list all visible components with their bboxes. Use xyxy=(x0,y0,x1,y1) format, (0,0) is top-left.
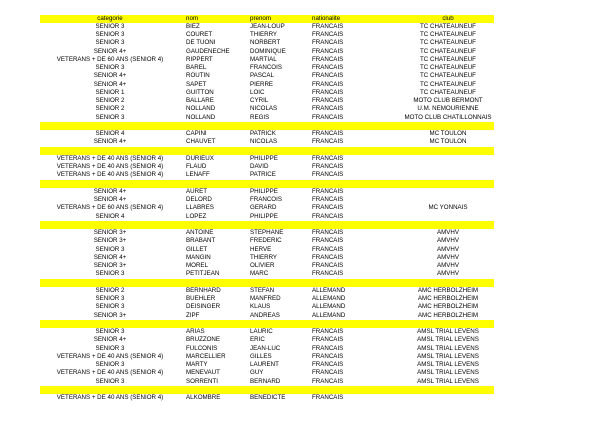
cell-prenom: HERVE xyxy=(250,245,272,253)
cell-nationalite: FRANCAIS xyxy=(312,31,344,39)
cell-nom: CAPINI xyxy=(186,130,207,138)
cell-categorie: SENIOR 3 xyxy=(95,64,125,72)
cell-club: AMSL TRIAL LEVENS xyxy=(417,361,479,369)
cell-nom: FLAUD xyxy=(186,163,207,171)
cell-nom: FULCONIS xyxy=(186,344,218,352)
cell-prenom: JEAN-LOUP xyxy=(250,22,285,30)
cell-club: MOTO CLUB BERMONT xyxy=(413,97,483,105)
cell-club: AMC HERBOLZHEIM xyxy=(417,303,479,311)
cell-categorie: SENIOR 4 xyxy=(95,212,125,220)
table-row xyxy=(40,246,494,254)
cell-nom: LOPEZ xyxy=(186,212,207,220)
header-row xyxy=(40,15,494,23)
table-row xyxy=(40,130,494,138)
cell-club: TC CHATEAUNEUF xyxy=(420,39,476,47)
table-row xyxy=(40,312,494,320)
cell-nationalite: FRANCAIS xyxy=(312,187,344,195)
cell-categorie: SENIOR 4+ xyxy=(93,72,127,80)
table-row xyxy=(40,73,494,81)
table-row xyxy=(40,213,494,221)
table-row xyxy=(40,64,494,72)
cell-nationalite: FRANCAIS xyxy=(312,154,344,162)
cell-prenom: MARC xyxy=(250,270,269,278)
cell-categorie: VETERANS + DE 40 ANS (SENIOR 4) xyxy=(56,394,164,402)
cell-nom: MANGIN xyxy=(186,253,211,261)
table-row xyxy=(40,254,494,262)
cell-prenom: THIERRY xyxy=(250,31,278,39)
cell-categorie: SENIOR 3 xyxy=(95,270,125,278)
cell-nationalite: FRANCAIS xyxy=(312,245,344,253)
cell-nationalite: FRANCAIS xyxy=(312,237,344,245)
cell-club: AMC HERBOLZHEIM xyxy=(417,311,479,319)
cell-prenom: NICOLAS xyxy=(250,105,278,113)
cell-prenom: GERARD xyxy=(250,204,277,212)
cell-nom: GILLET xyxy=(186,245,208,253)
table-row xyxy=(40,172,494,180)
table-row xyxy=(40,48,494,56)
separator-row xyxy=(40,386,494,394)
cell-categorie: SENIOR 3 xyxy=(95,31,125,39)
cell-categorie: SENIOR 2 xyxy=(95,105,125,113)
cell-categorie: VETERANS + DE 40 ANS (SENIOR 4) xyxy=(56,171,164,179)
cell-club: AMVHV xyxy=(436,253,459,261)
cell-club: AMSL TRIAL LEVENS xyxy=(417,377,479,385)
table-row xyxy=(40,238,494,246)
cell-club: TC CHATEAUNEUF xyxy=(420,80,476,88)
table-row xyxy=(40,196,494,204)
cell-nom: LENAFF xyxy=(186,171,210,179)
cell-nom: NOLLAND xyxy=(186,113,216,121)
cell-categorie: SENIOR 4+ xyxy=(93,80,127,88)
cell-nationalite: FRANCAIS xyxy=(312,229,344,237)
table-row xyxy=(40,56,494,64)
cell-nom: ANTOINE xyxy=(186,229,214,237)
cell-nationalite: FRANCAIS xyxy=(312,336,344,344)
cell-nationalite: FRANCAIS xyxy=(312,105,344,113)
cell-nom: GUITTON xyxy=(186,88,214,96)
cell-prenom: MARTIAL xyxy=(250,55,277,63)
cell-prenom: ANDREAS xyxy=(250,311,280,319)
table-row xyxy=(40,271,494,279)
cell-club: AMVHV xyxy=(436,237,459,245)
cell-nationalite: FRANCAIS xyxy=(312,212,344,220)
cell-nationalite: FRANCAIS xyxy=(312,253,344,261)
cell-nationalite: ALLEMAND xyxy=(312,295,346,303)
cell-categorie: SENIOR 3 xyxy=(95,245,125,253)
cell-categorie: SENIOR 3 xyxy=(95,344,125,352)
table-row xyxy=(40,114,494,122)
cell-categorie: SENIOR 3 xyxy=(95,328,125,336)
cell-prenom: FREDERIC xyxy=(250,237,282,245)
header-club: club xyxy=(442,14,454,22)
cell-prenom: ERIC xyxy=(250,336,265,344)
cell-categorie: SENIOR 4+ xyxy=(93,253,127,261)
cell-nationalite: FRANCAIS xyxy=(312,113,344,121)
cell-categorie: VETERANS + DE 40 ANS (SENIOR 4) xyxy=(56,154,164,162)
cell-nom: COURET xyxy=(186,31,213,39)
cell-nom: LLABRES xyxy=(186,204,214,212)
table-row xyxy=(40,345,494,353)
cell-club: TC CHATEAUNEUF xyxy=(420,55,476,63)
cell-nom: BRUZZONE xyxy=(186,336,221,344)
table-row xyxy=(40,139,494,147)
cell-nom: DE TUONI xyxy=(186,39,216,47)
cell-prenom: GILLES xyxy=(250,352,272,360)
cell-categorie: SENIOR 3+ xyxy=(93,311,127,319)
separator-row xyxy=(40,221,494,229)
cell-nationalite: FRANCAIS xyxy=(312,394,344,402)
cell-prenom: OLIVIER xyxy=(250,262,275,270)
cell-prenom: PATRICK xyxy=(250,130,276,138)
cell-categorie: SENIOR 3+ xyxy=(93,237,127,245)
cell-nom: BIEZ xyxy=(186,22,200,30)
cell-club: TC CHATEAUNEUF xyxy=(420,47,476,55)
cell-nationalite: FRANCAIS xyxy=(312,352,344,360)
cell-nationalite: FRANCAIS xyxy=(312,130,344,138)
cell-nom: BALLARE xyxy=(186,97,214,105)
table-row xyxy=(40,328,494,336)
cell-nom: BUEHLER xyxy=(186,295,216,303)
separator-row xyxy=(40,320,494,328)
cell-nom: MARTY xyxy=(186,361,208,369)
cell-nom: MARCELLIER xyxy=(186,352,226,360)
table-row xyxy=(40,295,494,303)
table-row xyxy=(40,287,494,295)
cell-club: U.M. NEMOURIENNE xyxy=(417,105,479,113)
cell-categorie: SENIOR 4+ xyxy=(93,336,127,344)
header-nom: nom xyxy=(186,14,199,22)
separator-row xyxy=(40,279,494,287)
cell-prenom: LAURENT xyxy=(250,361,279,369)
cell-nom: BERNHARD xyxy=(186,286,221,294)
cell-prenom: LAURIC xyxy=(250,328,273,336)
cell-prenom: DOMINIQUE xyxy=(250,47,286,55)
cell-prenom: REGIS xyxy=(250,113,270,121)
cell-nationalite: ALLEMAND xyxy=(312,303,346,311)
cell-categorie: SENIOR 3+ xyxy=(93,229,127,237)
cell-prenom: STEFAN xyxy=(250,286,275,294)
table-row xyxy=(40,163,494,171)
cell-prenom: LOIC xyxy=(250,88,265,96)
cell-categorie: SENIOR 3 xyxy=(95,377,125,385)
table-row xyxy=(40,188,494,196)
cell-nom: ROUTIN xyxy=(186,72,210,80)
cell-nom: SORRENTI xyxy=(186,377,218,385)
cell-prenom: NICOLAS xyxy=(250,138,278,146)
cell-categorie: SENIOR 2 xyxy=(95,286,125,294)
cell-nom: ARIAS xyxy=(186,328,205,336)
header-nationalite: nationalite xyxy=(312,14,341,22)
cell-prenom: PIERRE xyxy=(250,80,274,88)
cell-prenom: BENEDICTE xyxy=(250,394,286,402)
cell-club: TC CHATEAUNEUF xyxy=(420,88,476,96)
cell-categorie: VETERANS + DE 40 ANS (SENIOR 4) xyxy=(56,163,164,171)
cell-nationalite: FRANCAIS xyxy=(312,377,344,385)
cell-nationalite: FRANCAIS xyxy=(312,47,344,55)
cell-nom: BRABANT xyxy=(186,237,216,245)
cell-prenom: DAVID xyxy=(250,163,269,171)
cell-club: AMSL TRIAL LEVENS xyxy=(417,344,479,352)
cell-nom: DELORD xyxy=(186,196,212,204)
cell-club: TC CHATEAUNEUF xyxy=(420,31,476,39)
cell-categorie: VETERANS + DE 60 ANS (SENIOR 4) xyxy=(56,204,164,212)
cell-club: MOTO CLUB CHATILLONNAIS xyxy=(404,113,492,121)
cell-nationalite: FRANCAIS xyxy=(312,328,344,336)
cell-club: AMSL TRIAL LEVENS xyxy=(417,369,479,377)
cell-nationalite: FRANCAIS xyxy=(312,88,344,96)
cell-nom: ZIPF xyxy=(186,311,200,319)
cell-nom: DEISINGER xyxy=(186,303,221,311)
cell-club: AMVHV xyxy=(436,262,459,270)
cell-categorie: SENIOR 3 xyxy=(95,361,125,369)
cell-prenom: NORBERT xyxy=(250,39,281,47)
cell-categorie: SENIOR 4+ xyxy=(93,196,127,204)
cell-prenom: STEPHANE xyxy=(250,229,284,237)
table-row xyxy=(40,81,494,89)
cell-club: TC CHATEAUNEUF xyxy=(420,22,476,30)
table-row xyxy=(40,361,494,369)
cell-nationalite: FRANCAIS xyxy=(312,270,344,278)
cell-categorie: VETERANS + DE 40 ANS (SENIOR 4) xyxy=(56,352,164,360)
cell-nom: ALKOMBRE xyxy=(186,394,221,402)
cell-nationalite: FRANCAIS xyxy=(312,369,344,377)
cell-categorie: SENIOR 3 xyxy=(95,39,125,47)
cell-nationalite: FRANCAIS xyxy=(312,171,344,179)
cell-nationalite: FRANCAIS xyxy=(312,64,344,72)
cell-nom: MOREL xyxy=(186,262,209,270)
cell-categorie: SENIOR 4 xyxy=(95,130,125,138)
table-row xyxy=(40,89,494,97)
table-row xyxy=(40,394,494,402)
cell-categorie: SENIOR 4+ xyxy=(93,47,127,55)
cell-nom: AURET xyxy=(186,187,207,195)
cell-club: AMVHV xyxy=(436,270,459,278)
cell-nationalite: FRANCAIS xyxy=(312,196,344,204)
cell-prenom: PATRICE xyxy=(250,171,276,179)
cell-club: AMSL TRIAL LEVENS xyxy=(417,352,479,360)
cell-nationalite: FRANCAIS xyxy=(312,344,344,352)
cell-prenom: THIERRY xyxy=(250,253,278,261)
cell-club: MC YONNAIS xyxy=(428,204,468,212)
cell-categorie: SENIOR 3 xyxy=(95,22,125,30)
table-row xyxy=(40,262,494,270)
cell-nationalite: ALLEMAND xyxy=(312,286,346,294)
cell-club: AMSL TRIAL LEVENS xyxy=(417,336,479,344)
cell-categorie: SENIOR 2 xyxy=(95,97,125,105)
cell-prenom: FRANCOIS xyxy=(250,196,282,204)
cell-nationalite: FRANCAIS xyxy=(312,55,344,63)
cell-club: TC CHATEAUNEUF xyxy=(420,72,476,80)
header-prenom: prenom xyxy=(250,14,271,22)
table-row xyxy=(40,205,494,213)
cell-nationalite: ALLEMAND xyxy=(312,311,346,319)
cell-prenom: CYRIL xyxy=(250,97,269,105)
cell-nom: GAUDENECHE xyxy=(186,47,230,55)
cell-nationalite: FRANCAIS xyxy=(312,97,344,105)
cell-categorie: SENIOR 1 xyxy=(95,88,125,96)
cell-nationalite: FRANCAIS xyxy=(312,39,344,47)
cell-prenom: PHILIPPE xyxy=(250,154,278,162)
cell-club: AMVHV xyxy=(436,229,459,237)
table-row xyxy=(40,106,494,114)
cell-club: AMVHV xyxy=(436,245,459,253)
cell-prenom: PASCAL xyxy=(250,72,274,80)
cell-nom: SAPET xyxy=(186,80,207,88)
cell-prenom: KLAUS xyxy=(250,303,271,311)
cell-club: TC CHATEAUNEUF xyxy=(420,64,476,72)
table-row xyxy=(40,97,494,105)
cell-nom: MENEVAUT xyxy=(186,369,220,377)
table-row xyxy=(40,40,494,48)
separator-row xyxy=(40,180,494,188)
separator-row xyxy=(40,122,494,130)
cell-categorie: VETERANS + DE 60 ANS (SENIOR 4) xyxy=(56,55,164,63)
cell-nationalite: FRANCAIS xyxy=(312,361,344,369)
cell-nom: CHAUVET xyxy=(186,138,216,146)
cell-categorie: SENIOR 4+ xyxy=(93,187,127,195)
table-row xyxy=(40,370,494,378)
cell-prenom: PHILIPPE xyxy=(250,212,278,220)
table-row xyxy=(40,229,494,237)
table-row xyxy=(40,31,494,39)
cell-categorie: SENIOR 3 xyxy=(95,295,125,303)
cell-nom: PETITJEAN xyxy=(186,270,220,278)
cell-nationalite: FRANCAIS xyxy=(312,204,344,212)
cell-nationalite: FRANCAIS xyxy=(312,163,344,171)
cell-club: MC TOULON xyxy=(429,138,467,146)
cell-nom: NOLLAND xyxy=(186,105,216,113)
table-row xyxy=(40,337,494,345)
cell-nom: BAREL xyxy=(186,64,207,72)
cell-prenom: BERNARD xyxy=(250,377,281,385)
header-categorie: categorie xyxy=(97,14,123,22)
cell-prenom: GUY xyxy=(250,369,264,377)
table-row xyxy=(40,353,494,361)
cell-nationalite: FRANCAIS xyxy=(312,72,344,80)
cell-categorie: VETERANS + DE 40 ANS (SENIOR 4) xyxy=(56,369,164,377)
separator-row xyxy=(40,147,494,155)
cell-nationalite: FRANCAIS xyxy=(312,22,344,30)
table-row xyxy=(40,155,494,163)
cell-club: AMC HERBOLZHEIM xyxy=(417,286,479,294)
cell-categorie: SENIOR 3 xyxy=(95,303,125,311)
cell-categorie: SENIOR 3 xyxy=(95,113,125,121)
cell-nationalite: FRANCAIS xyxy=(312,138,344,146)
cell-categorie: SENIOR 4+ xyxy=(93,138,127,146)
table-row xyxy=(40,378,494,386)
cell-categorie: SENIOR 3+ xyxy=(93,262,127,270)
cell-nom: RIPPERT xyxy=(186,55,213,63)
cell-prenom: FRANCOIS xyxy=(250,64,282,72)
cell-prenom: MANFRED xyxy=(250,295,281,303)
cell-nationalite: FRANCAIS xyxy=(312,80,344,88)
cell-club: AMSL TRIAL LEVENS xyxy=(417,328,479,336)
cell-club: MC TOULON xyxy=(429,130,467,138)
cell-nom: DURIEUX xyxy=(186,154,214,162)
table-row xyxy=(40,304,494,312)
cell-nationalite: FRANCAIS xyxy=(312,262,344,270)
cell-prenom: JEAN-LUC xyxy=(250,344,281,352)
table-row xyxy=(40,23,494,31)
cell-club: AMC HERBOLZHEIM xyxy=(417,295,479,303)
cell-prenom: PHILIPPE xyxy=(250,187,278,195)
